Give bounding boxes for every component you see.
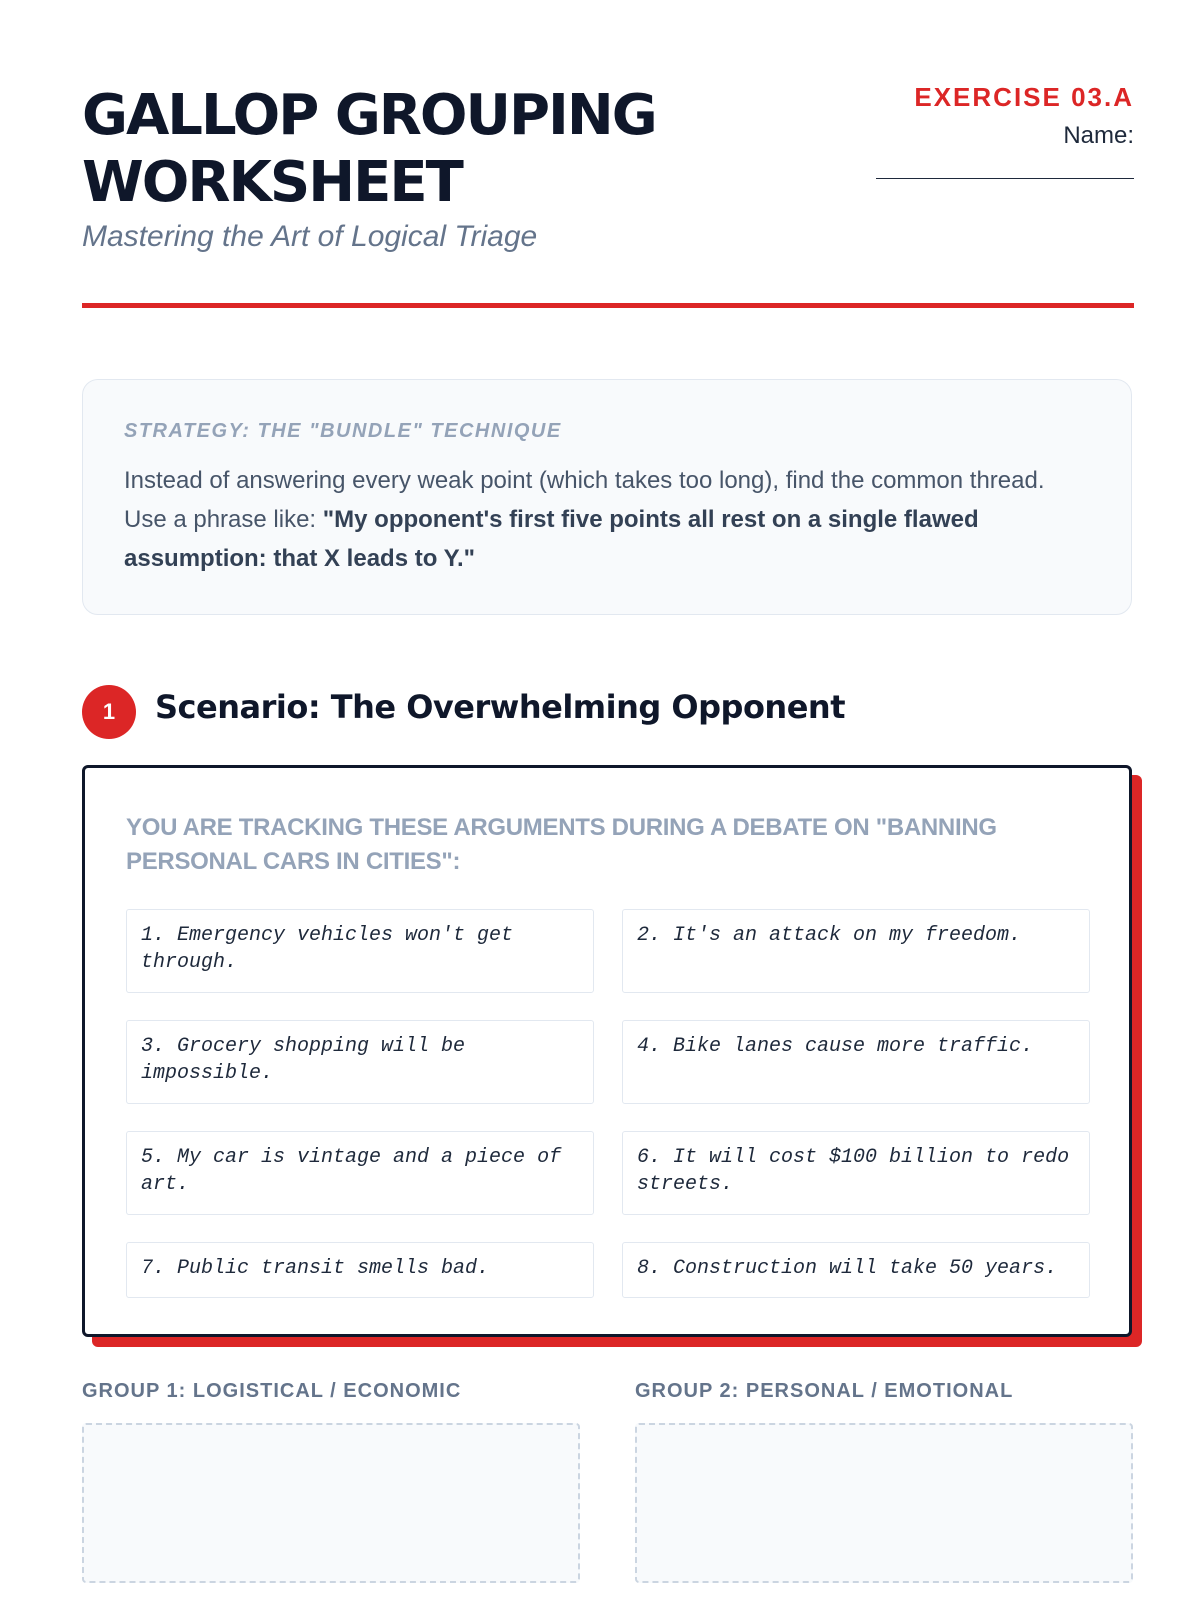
strategy-card bbox=[82, 379, 1132, 615]
worksheet-header bbox=[82, 82, 1134, 262]
strategy-text bbox=[124, 461, 1091, 578]
strategy-quote: "My opponent's first five points all rest on a single flawed assumption: that X leads to Y." bbox=[124, 506, 979, 572]
group-1-label: GROUP 1: LOGISTICAL / ECONOMIC bbox=[82, 1380, 462, 1402]
argument-grid bbox=[126, 909, 1088, 1325]
argument-card[interactable]: 5. My car is vintage and a piece of art. bbox=[126, 1131, 594, 1215]
argument-card[interactable]: 7. Public transit smells bad. bbox=[126, 1242, 594, 1298]
argument-card[interactable]: 4. Bike lanes cause more traffic. bbox=[622, 1020, 1090, 1104]
group-1-drop-zone[interactable] bbox=[82, 1423, 580, 1583]
section-title: Scenario: The Overwhelming Opponent bbox=[155, 688, 845, 726]
group-2 bbox=[635, 1380, 1135, 1583]
strategy-body: Instead of answering every weak point (which takes too long), find the common thread. Use a phrase like: bbox=[124, 467, 1045, 533]
page-subtitle: Mastering the Art of Logical Triage bbox=[82, 220, 538, 253]
argument-card[interactable]: 1. Emergency vehicles won't get through. bbox=[126, 909, 594, 993]
argument-card[interactable]: 2. It's an attack on my freedom. bbox=[622, 909, 1090, 993]
exercise-code: EXERCISE 03.A bbox=[914, 82, 1134, 112]
scenario-intro: YOU ARE TRACKING THESE ARGUMENTS DURING A DEBATE ON "BANNING PERSONAL CARS IN CITIES": bbox=[126, 814, 997, 875]
argument-card[interactable]: 3. Grocery shopping will be impossible. bbox=[126, 1020, 594, 1104]
section-heading bbox=[82, 684, 1134, 740]
grouping-area bbox=[82, 1380, 1134, 1580]
argument-card[interactable]: 6. It will cost $100 billion to redo streets. bbox=[622, 1131, 1090, 1215]
header-divider bbox=[82, 303, 1134, 308]
group-2-drop-zone[interactable] bbox=[635, 1423, 1133, 1583]
name-input-line[interactable] bbox=[876, 178, 1134, 179]
group-2-label: GROUP 2: PERSONAL / EMOTIONAL bbox=[635, 1380, 1014, 1402]
group-1 bbox=[82, 1380, 582, 1583]
name-label: Name: bbox=[1063, 122, 1134, 149]
section-number-badge: 1 bbox=[82, 685, 136, 739]
page-title: GALLOP GROUPING WORKSHEET bbox=[82, 83, 656, 215]
argument-card[interactable]: 8. Construction will take 50 years. bbox=[622, 1242, 1090, 1298]
scenario-card bbox=[82, 765, 1132, 1337]
strategy-label: STRATEGY: THE "BUNDLE" TECHNIQUE bbox=[124, 420, 562, 442]
